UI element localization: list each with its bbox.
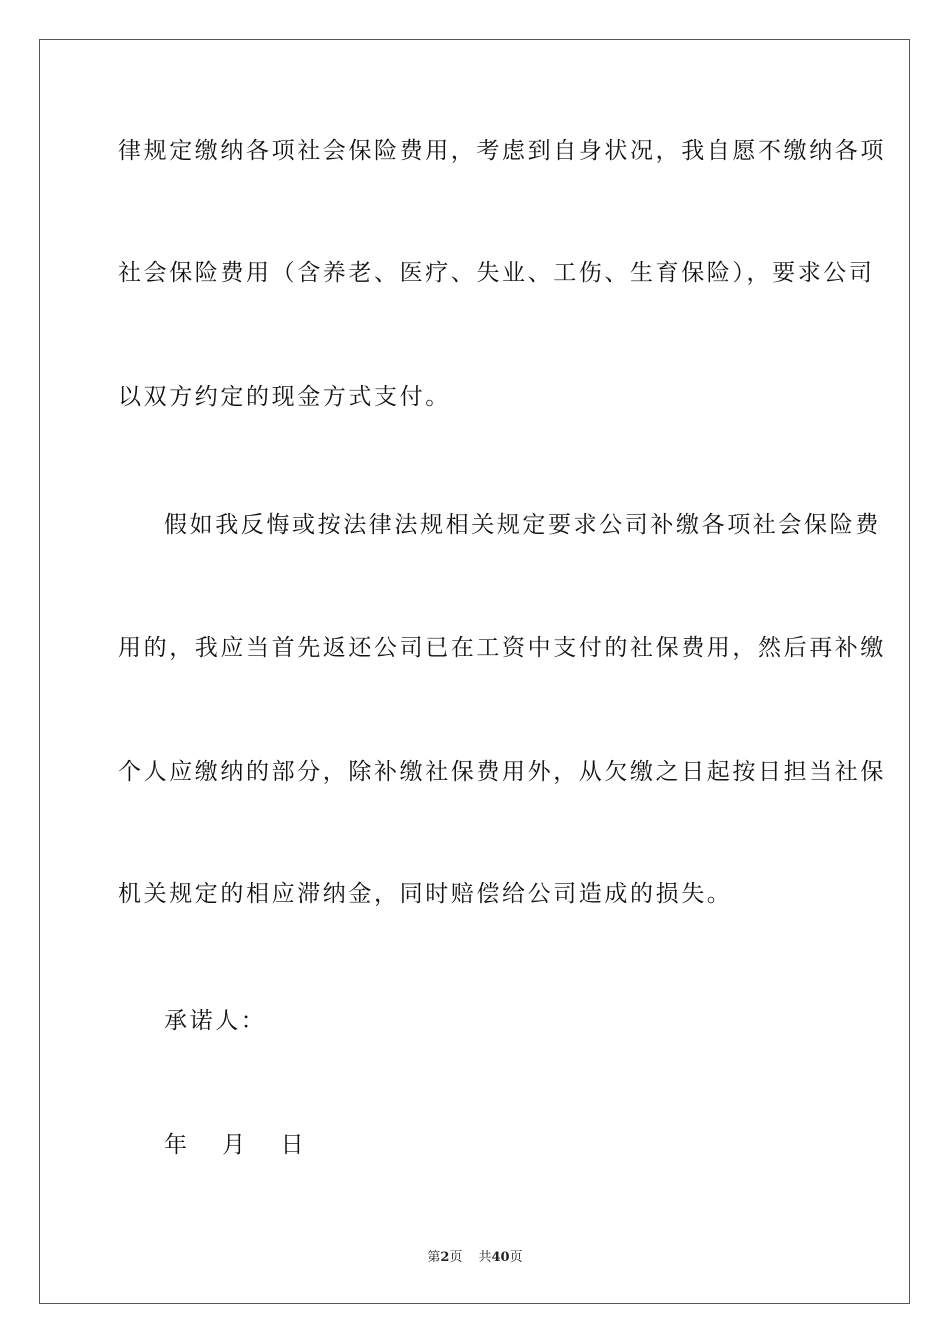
paragraph-line: 假如我反悔或按法律法规相关规定要求公司补缴各项社会保险费 (164, 512, 881, 538)
page-border (39, 39, 910, 1304)
paragraph-line: 机关规定的相应滞纳金，同时赔偿给公司造成的损失。 (118, 881, 733, 907)
paragraph-line: 以双方约定的现金方式支付。 (118, 384, 451, 410)
page-suffix: 页 (449, 1250, 463, 1265)
page-prefix: 第 (427, 1250, 441, 1265)
signatory-label: 承诺人： (164, 1008, 267, 1034)
paragraph-line: 律规定缴纳各项社会保险费用，考虑到自身状况，我自愿不缴纳各项 (118, 138, 886, 164)
total-suffix: 页 (509, 1250, 523, 1265)
total-pages: 40 (491, 1250, 510, 1265)
date-line: 年 月 日 (164, 1132, 318, 1158)
paragraph-line: 个人应缴纳的部分，除补缴社保费用外，从欠缴之日起按日担当社保 (118, 759, 886, 785)
paragraph-line: 社会保险费用（含养老、医疗、失业、工伤、生育保险），要求公司 (118, 260, 875, 286)
total-prefix: 共 (478, 1250, 492, 1265)
page-footer (0, 1246, 950, 1265)
page-number: 2 (440, 1250, 450, 1265)
paragraph-line: 用的，我应当首先返还公司已在工资中支付的社保费用，然后再补缴 (118, 635, 886, 661)
